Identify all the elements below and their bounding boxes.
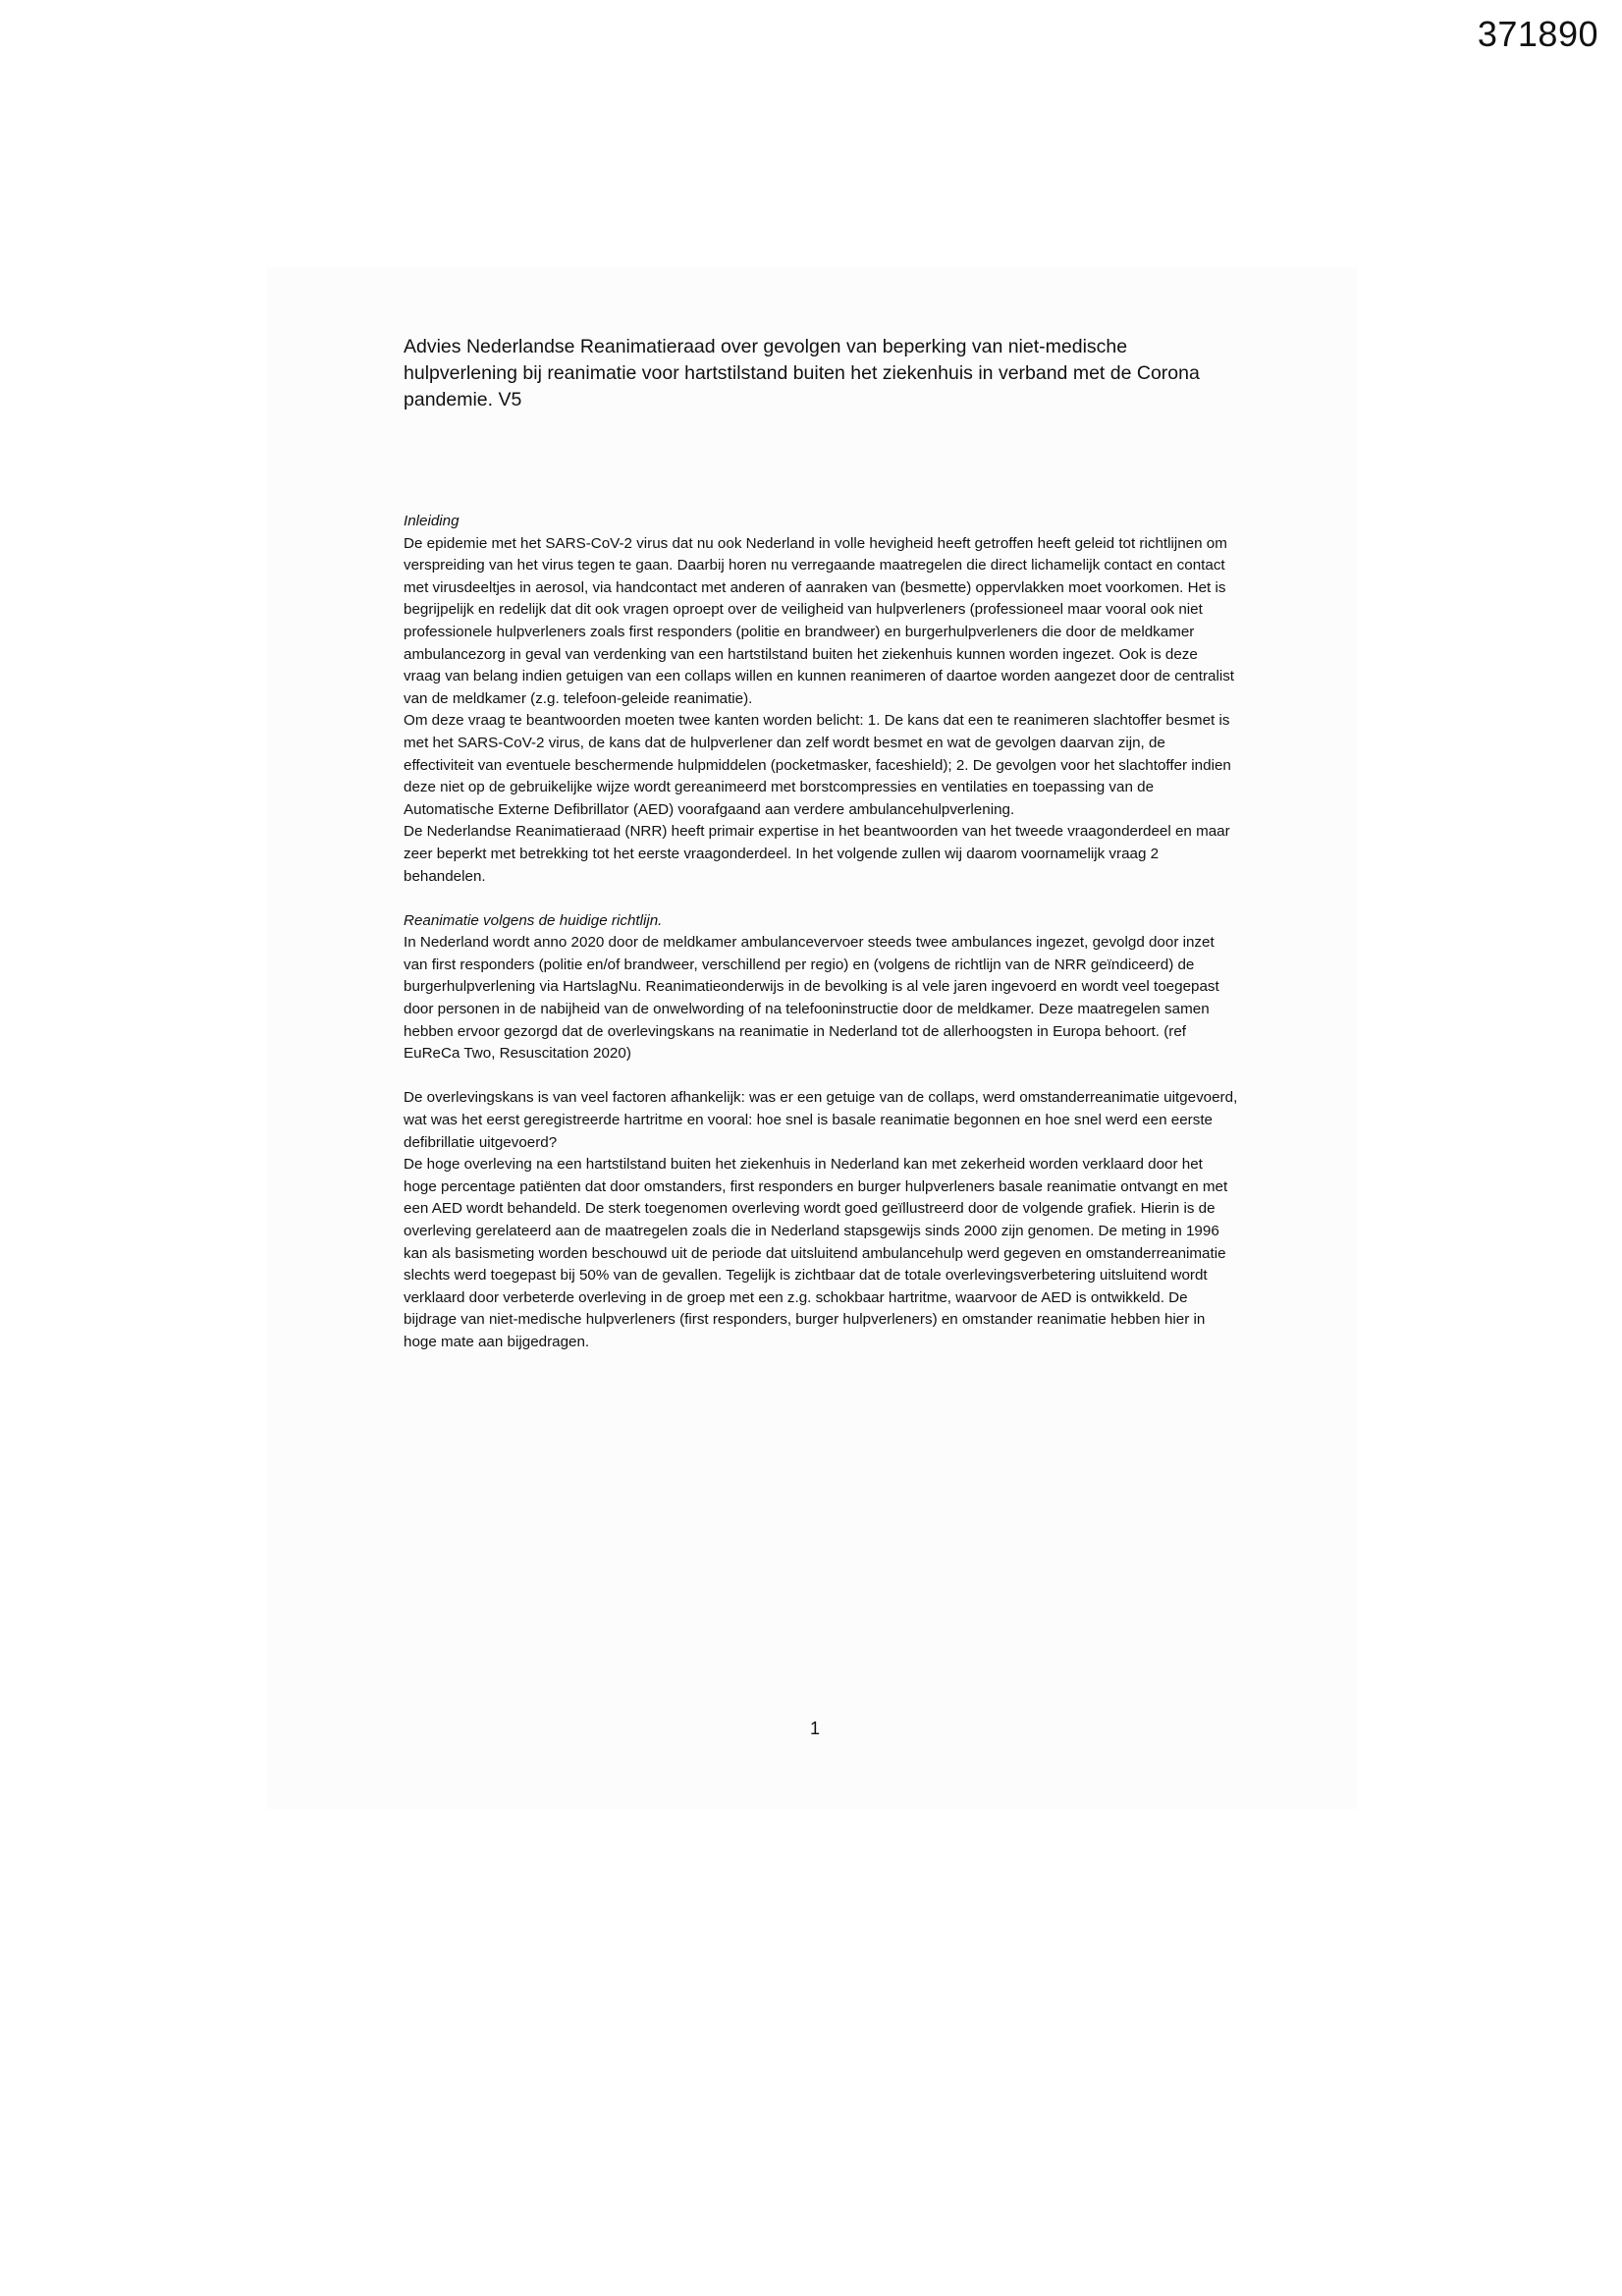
page-number: 1 bbox=[809, 1719, 820, 1738]
document-title: Advies Nederlandse Reanimatieraad over gevolgen van beperking van niet-medische hulpverlening bij reanimatie voor hartstilstand buiten het ziekenhuis in verband met de Corona pandemie. V5 bbox=[404, 336, 1200, 410]
paragraph-spacer bbox=[404, 888, 1238, 910]
paragraph: De overlevingskans is van veel factoren afhankelijk: was er een getuige van de collaps, werd omstanderreanimatie uitgevoerd, wat was het eerst geregistreerde hartritme en vooral: hoe snel is basale reanimatie begonnen en hoe snel werd een eerste defibrillatie uitgevoerd? bbox=[404, 1089, 1238, 1151]
paragraph: De Nederlandse Reanimatieraad (NRR) heeft primair expertise in het beantwoorden van het tweede vraagonderdeel en maar zeer beperkt met betrekking tot het eerste vraagonderdeel. In het volgende zullen wij daarom voornamelijk vraag 2 behandelen. bbox=[404, 823, 1230, 885]
section-heading-guideline: Reanimatie volgens de huidige richtlijn. bbox=[404, 911, 663, 929]
paragraph: De hoge overleving na een hartstilstand buiten het ziekenhuis in Nederland kan met zekerheid worden verklaard door het hoge percentage patiënten dat door omstanders, first responders en burger hulpverleners basale reanimatie ontvangt en met een AED wordt behandeld. De sterk toegenomen overleving wordt goed geïllustreerd door de volgende grafiek. Hierin is de overleving gerelateerd aan de maatregelen zoals die in Nederland stapsgewijs sinds 2000 zijn genomen. De meting in 1996 kan als basismeting worden beschouwd uit de periode dat uitsluitend ambulancehulp werd gegeven en omstanderreanimatie slechts werd toegepast bij 50% van de gevallen. Tegelijk is zichtbaar dat de totale overlevingsverbetering uitsluitend wordt verklaard door verbeterde overleving in de groep met een z.g. schokbaar hartritme, waarvoor de AED is ontwikkeld. De bijdrage van niet-medische hulpverleners (first responders, burger hulpverleners) en omstander reanimatie hebben hier in hoge mate aan bijgedragen. bbox=[404, 1156, 1228, 1350]
document-body bbox=[404, 511, 1238, 1354]
document-id-stamp: 371890 bbox=[1477, 14, 1598, 54]
paragraph-spacer bbox=[404, 1066, 1238, 1088]
section-heading-intro: Inleiding bbox=[404, 513, 460, 529]
paragraph: Om deze vraag te beantwoorden moeten twee kanten worden belicht: 1. De kans dat een te reanimeren slachtoffer besmet is met het SARS-CoV-2 virus, de kans dat de hulpverlener dan zelf wordt besmet en wat de gevolgen daarvan zijn, de effectiviteit van eventuele beschermende hulpmiddelen (pocketmasker, faceshield); 2. De gevolgen voor het slachtoffer indien deze niet op de gebruikelijke wijze wordt gereanimeerd met borstcompressies en ventilaties en toepassing van de Automatische Externe Defibrillator (AED) voorafgaand aan verdere ambulancehulpverlening. bbox=[404, 712, 1231, 818]
paragraph: In Nederland wordt anno 2020 door de meldkamer ambulancevervoer steeds twee ambulances ingezet, gevolgd door inzet van first responders (politie en/of brandweer, verschillend per regio) en (volgens de richtlijn van de NRR geïndiceerd) de burgerhulpverlening via HartslagNu. Reanimatieonderwijs in de bevolking is al vele jaren ingevoerd en wordt veel toegepast door personen in de nabijheid van de onwelwording of na telefooninstructie door de meldkamer. Deze maatregelen samen hebben ervoor gezorgd dat de overlevingskans na reanimatie in Nederland tot de allerhoogsten in Europa behoort. (ref EuReCa Two, Resuscitation 2020) bbox=[404, 934, 1219, 1063]
paragraph: De epidemie met het SARS-CoV-2 virus dat nu ook Nederland in volle hevigheid heeft getroffen heeft geleid tot richtlijnen om verspreiding van het virus tegen te gaan. Daarbij horen nu verregaande maatregelen die direct lichamelijk contact en contact met virusdeeltjes in aerosol, via handcontact met anderen of aanraken van (besmette) oppervlakken moet voorkomen. Het is begrijpelijk en redelijk dat dit ook vragen oproept over de veiligheid van hulpverleners (professioneel maar vooral ook niet professionele hulpverleners zoals first responders (politie en brandweer) en burgerhulpverleners die door de meldkamer ambulancezorg in geval van verdenking van een hartstilstand buiten het ziekenhuis kunnen worden ingezet. Ook is deze vraag van belang indien getuigen van een collaps willen en kunnen reanimeren of daartoe worden aangezet door de centralist van de meldkamer (z.g. telefoon-geleide reanimatie). bbox=[404, 534, 1235, 707]
